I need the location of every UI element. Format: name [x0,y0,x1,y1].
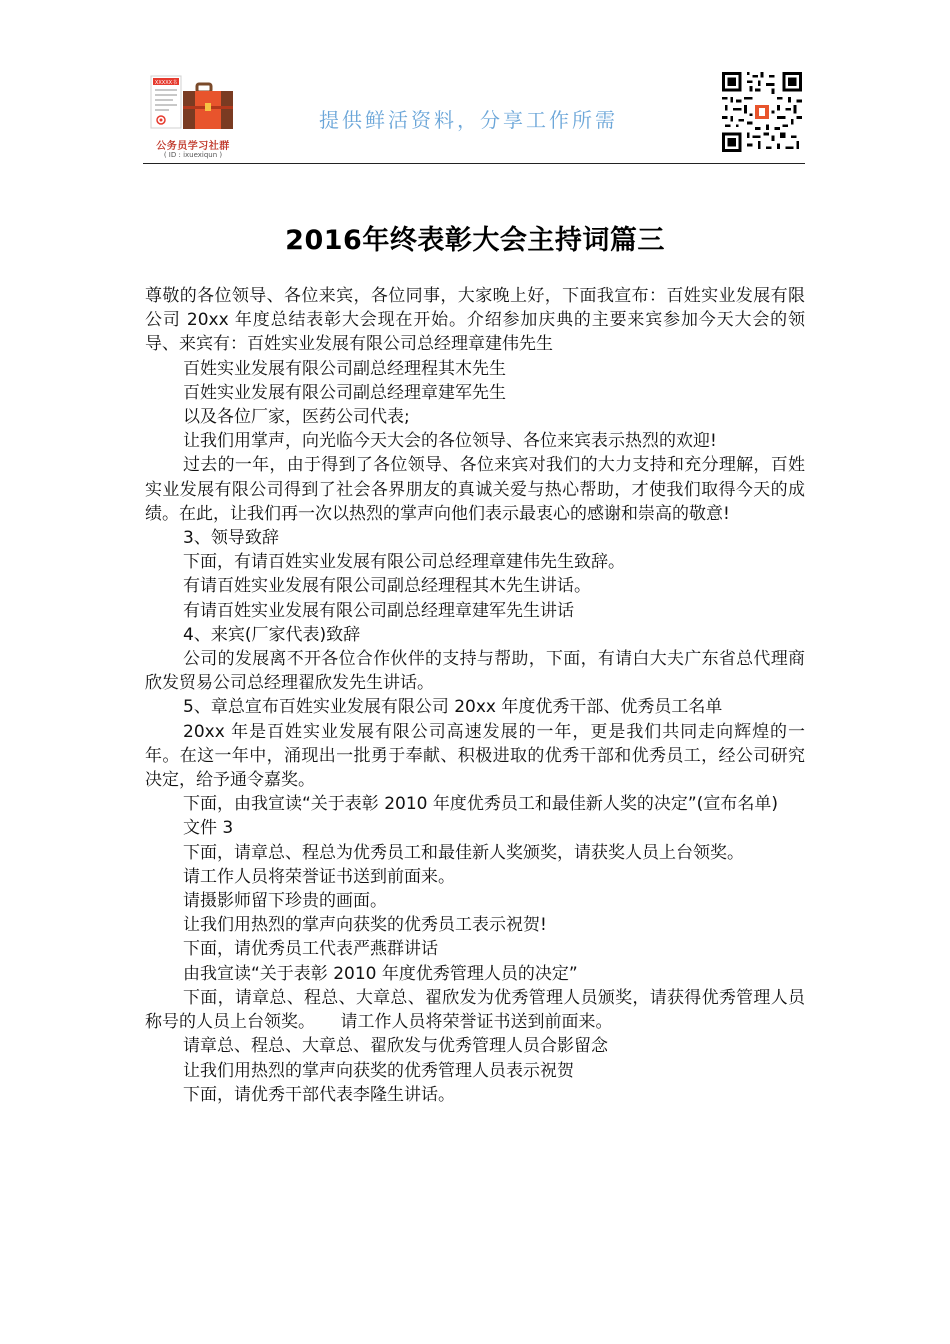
logo-id: ( ID : ixuexiqun ) [163,151,223,159]
paragraph: 3、领导致辞 [183,528,279,549]
logo [147,70,239,160]
logo-badge-text: XXXXX书 [154,80,178,86]
paragraph: 请章总、程总、大章总、翟欣发与优秀管理人员合影留念 [183,1036,608,1057]
paragraph: 4、来宾(厂家代表)致辞 [183,624,361,645]
header-divider [143,163,805,164]
paragraph: 尊敬的各位领导、各位来宾，各位同事，大家晚上好，下面我宣布：百姓实业发展有限公司 20xx 年度总结表彰大会现在开始。介绍参加庆典的主要来宾参加今天大会的领导、来宾有：百姓实业发展有限公司总经理章建伟先生 [145,286,805,355]
briefcase-logo-icon [147,70,239,136]
paragraph: 下面，由我宣读“关于表彰 2010 年度优秀员工和最佳新人奖的决定”(宣布名单) [183,794,778,815]
paragraph: 让我们用热烈的掌声向获奖的优秀员工表示祝贺! [183,915,547,936]
paragraph: 5、章总宣布百姓实业发展有限公司 20xx 年度优秀干部、优秀员工名单 [183,697,723,718]
paragraph: 让我们用热烈的掌声向获奖的优秀管理人员表示祝贺 [183,1060,574,1081]
paragraph: 公司的发展离不开各位合作伙伴的支持与帮助，下面，有请白大夫广东省总代理商欣发贸易公司总经理翟欣发先生讲话。 [145,649,805,694]
paragraph: 文件 3 [183,818,234,839]
paragraph: 由我宣读“关于表彰 2010 年度优秀管理人员的决定” [183,963,578,984]
paragraph: 下面，请优秀员工代表严燕群讲话 [183,939,438,960]
paragraph: 有请百姓实业发展有限公司副总经理程其木先生讲话。 [183,576,591,597]
paragraph: 下面，请章总、程总为优秀员工和最佳新人奖颁奖，请获奖人员上台领奖。 [183,842,744,863]
header-slogan: 提供鲜活资料，分享工作所需 [319,108,618,132]
paragraph: 有请百姓实业发展有限公司副总经理章建军先生讲话 [183,600,574,621]
document-title: 2016年终表彰大会主持词篇三 [285,225,665,256]
qr-code-icon [722,72,802,152]
paragraph: 下面，请章总、程总、大章总、翟欣发为优秀管理人员颁奖，请获得优秀管理人员称号的人员上台领奖。 请工作人员将荣誉证书送到前面来。 [145,987,805,1033]
paragraph: 以及各位厂家，医药公司代表; [183,407,410,428]
paragraph: 百姓实业发展有限公司副总经理程其木先生 [183,358,506,379]
document-body [145,284,805,1107]
logo-name: 公务员学习社群 [156,141,230,152]
paragraph: 过去的一年，由于得到了各位领导、各位来宾对我们的大力支持和充分理解，百姓实业发展有限公司得到了社会各界朋友的真诚关爱与热心帮助，才使我们取得今天的成绩。在此，让我们再一次以热烈的掌声向他们表示最衷心的感谢和崇高的敬意! [145,455,805,524]
paragraph: 请摄影师留下珍贵的画面。 [183,891,387,912]
paragraph: 下面，有请百姓实业发展有限公司总经理章建伟先生致辞。 [183,552,625,573]
paragraph: 20xx 年是百姓实业发展有限公司高速发展的一年，更是我们共同走向辉煌的一年。在这一年中，涌现出一批勇于奉献、积极进取的优秀干部和优秀员工，经公司研究决定，给予通令嘉奖。 [145,721,805,791]
paragraph: 百姓实业发展有限公司副总经理章建军先生 [183,382,506,403]
paragraph: 让我们用掌声，向光临今天大会的各位领导、各位来宾表示热烈的欢迎! [183,431,717,452]
page-header [143,68,805,164]
paragraph: 请工作人员将荣誉证书送到前面来。 [183,866,455,887]
paragraph: 下面，请优秀干部代表李隆生讲话。 [183,1084,455,1105]
